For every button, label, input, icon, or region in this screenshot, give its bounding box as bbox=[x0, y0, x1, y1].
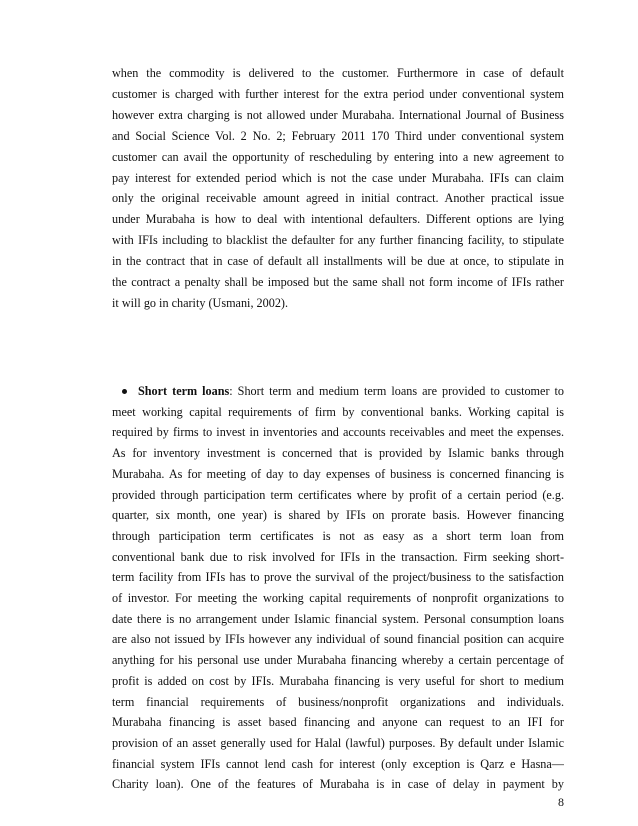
text-line: As for inventory investment is concerned that is provided by Islamic banks through bbox=[112, 446, 564, 461]
text-line: date there is no arrangement under Islamic financial system. Personal consumption loans bbox=[112, 611, 564, 626]
text-line: customer can avail the opportunity of rescheduling by entering into a new agreement to bbox=[112, 149, 564, 164]
text-line: through participation term certificates is not as easy as a short term loan from bbox=[112, 528, 564, 543]
text-line: only the original receivable amount agreed in initial contract. Another practical issue bbox=[112, 191, 564, 206]
text-line: Murabaha. As for meeting of day to day expenses of business is concerned financing is bbox=[112, 466, 564, 481]
text-line: Charity loan). One of the features of Murabaha is in case of delay in payment by bbox=[112, 777, 564, 792]
text-line: conventional bank due to risk involved for IFIs in the transaction. Firm seeking short- bbox=[112, 549, 564, 564]
page-number: 8 bbox=[558, 795, 564, 809]
text-line: with IFIs including to blacklist the defaulter for any further financing facility, to stipulate bbox=[112, 233, 564, 248]
bullet-icon bbox=[122, 380, 130, 402]
text-line: the contract a penalty shall be imposed but the same shall not form income of IFIs rather bbox=[112, 275, 564, 289]
text-line: term financial requirements of business/nonprofit organizations and individuals. bbox=[112, 694, 564, 709]
text-line: Murabaha financing is asset based financing and anyone can request to an IFI for bbox=[112, 715, 564, 730]
text-line: and Social Science Vol. 2 No. 2; February 2011 170 Third under conventional system bbox=[112, 128, 564, 143]
bullet-first-line bbox=[112, 380, 564, 402]
text-line: are also not issued by IFIs however any individual of sound financial position can acquire bbox=[112, 632, 564, 647]
text-line: it will go in charity (Usmani, 2002). bbox=[112, 295, 289, 310]
bullet-term: Short term loans bbox=[138, 384, 230, 398]
bullet-first-line-text: : Short term and medium term loans are provided to customer to bbox=[229, 384, 564, 398]
text-line: term facility from IFIs has to prove the survival of the project/business to the satisfaction bbox=[112, 570, 564, 585]
text-line: in the contract that in case of default all installments will be due at once, to stipulate in bbox=[112, 254, 564, 269]
text-line: provided through participation term certificates where by profit of a certain period (e.g. bbox=[112, 487, 564, 502]
text-line: provision of an asset generally used for Halal (lawful) purposes. By default under Islamic bbox=[112, 735, 564, 750]
text-line: pay interest for extended period which is not the case under Murabaha. IFIs can claim bbox=[112, 170, 564, 185]
text-line: anything for his personal use under Murabaha financing whereby a certain percentage of bbox=[112, 653, 564, 668]
text-line: customer is charged with further interest for the extra period under conventional system bbox=[112, 86, 564, 101]
text-line: quarter, six month, one year) is shared by IFIs on prorate basis. However financing bbox=[112, 508, 564, 523]
text-line: profit is added on cost by IFIs. Murabaha financing is very useful for short to medium bbox=[112, 673, 564, 688]
text-line: however extra charging is not allowed under Murabaha. International Journal of Business bbox=[112, 107, 564, 122]
text-line: financial system IFIs cannot lend cash for interest (only exception is Qarz e Hasna— bbox=[112, 756, 564, 771]
text-line: required by firms to invest in inventories and accounts receivables and meet the expenses. bbox=[112, 425, 564, 440]
text-line: when the commodity is delivered to the customer. Furthermore in case of default bbox=[112, 66, 564, 80]
text-line: of investor. For meeting the working capital requirements of nonprofit organizations to bbox=[112, 591, 564, 605]
text-line: meet working capital requirements of firm by conventional banks. Working capital is bbox=[112, 404, 564, 419]
text-line: under Murabaha is how to deal with intentional defaulters. Different options are lying bbox=[112, 212, 564, 227]
